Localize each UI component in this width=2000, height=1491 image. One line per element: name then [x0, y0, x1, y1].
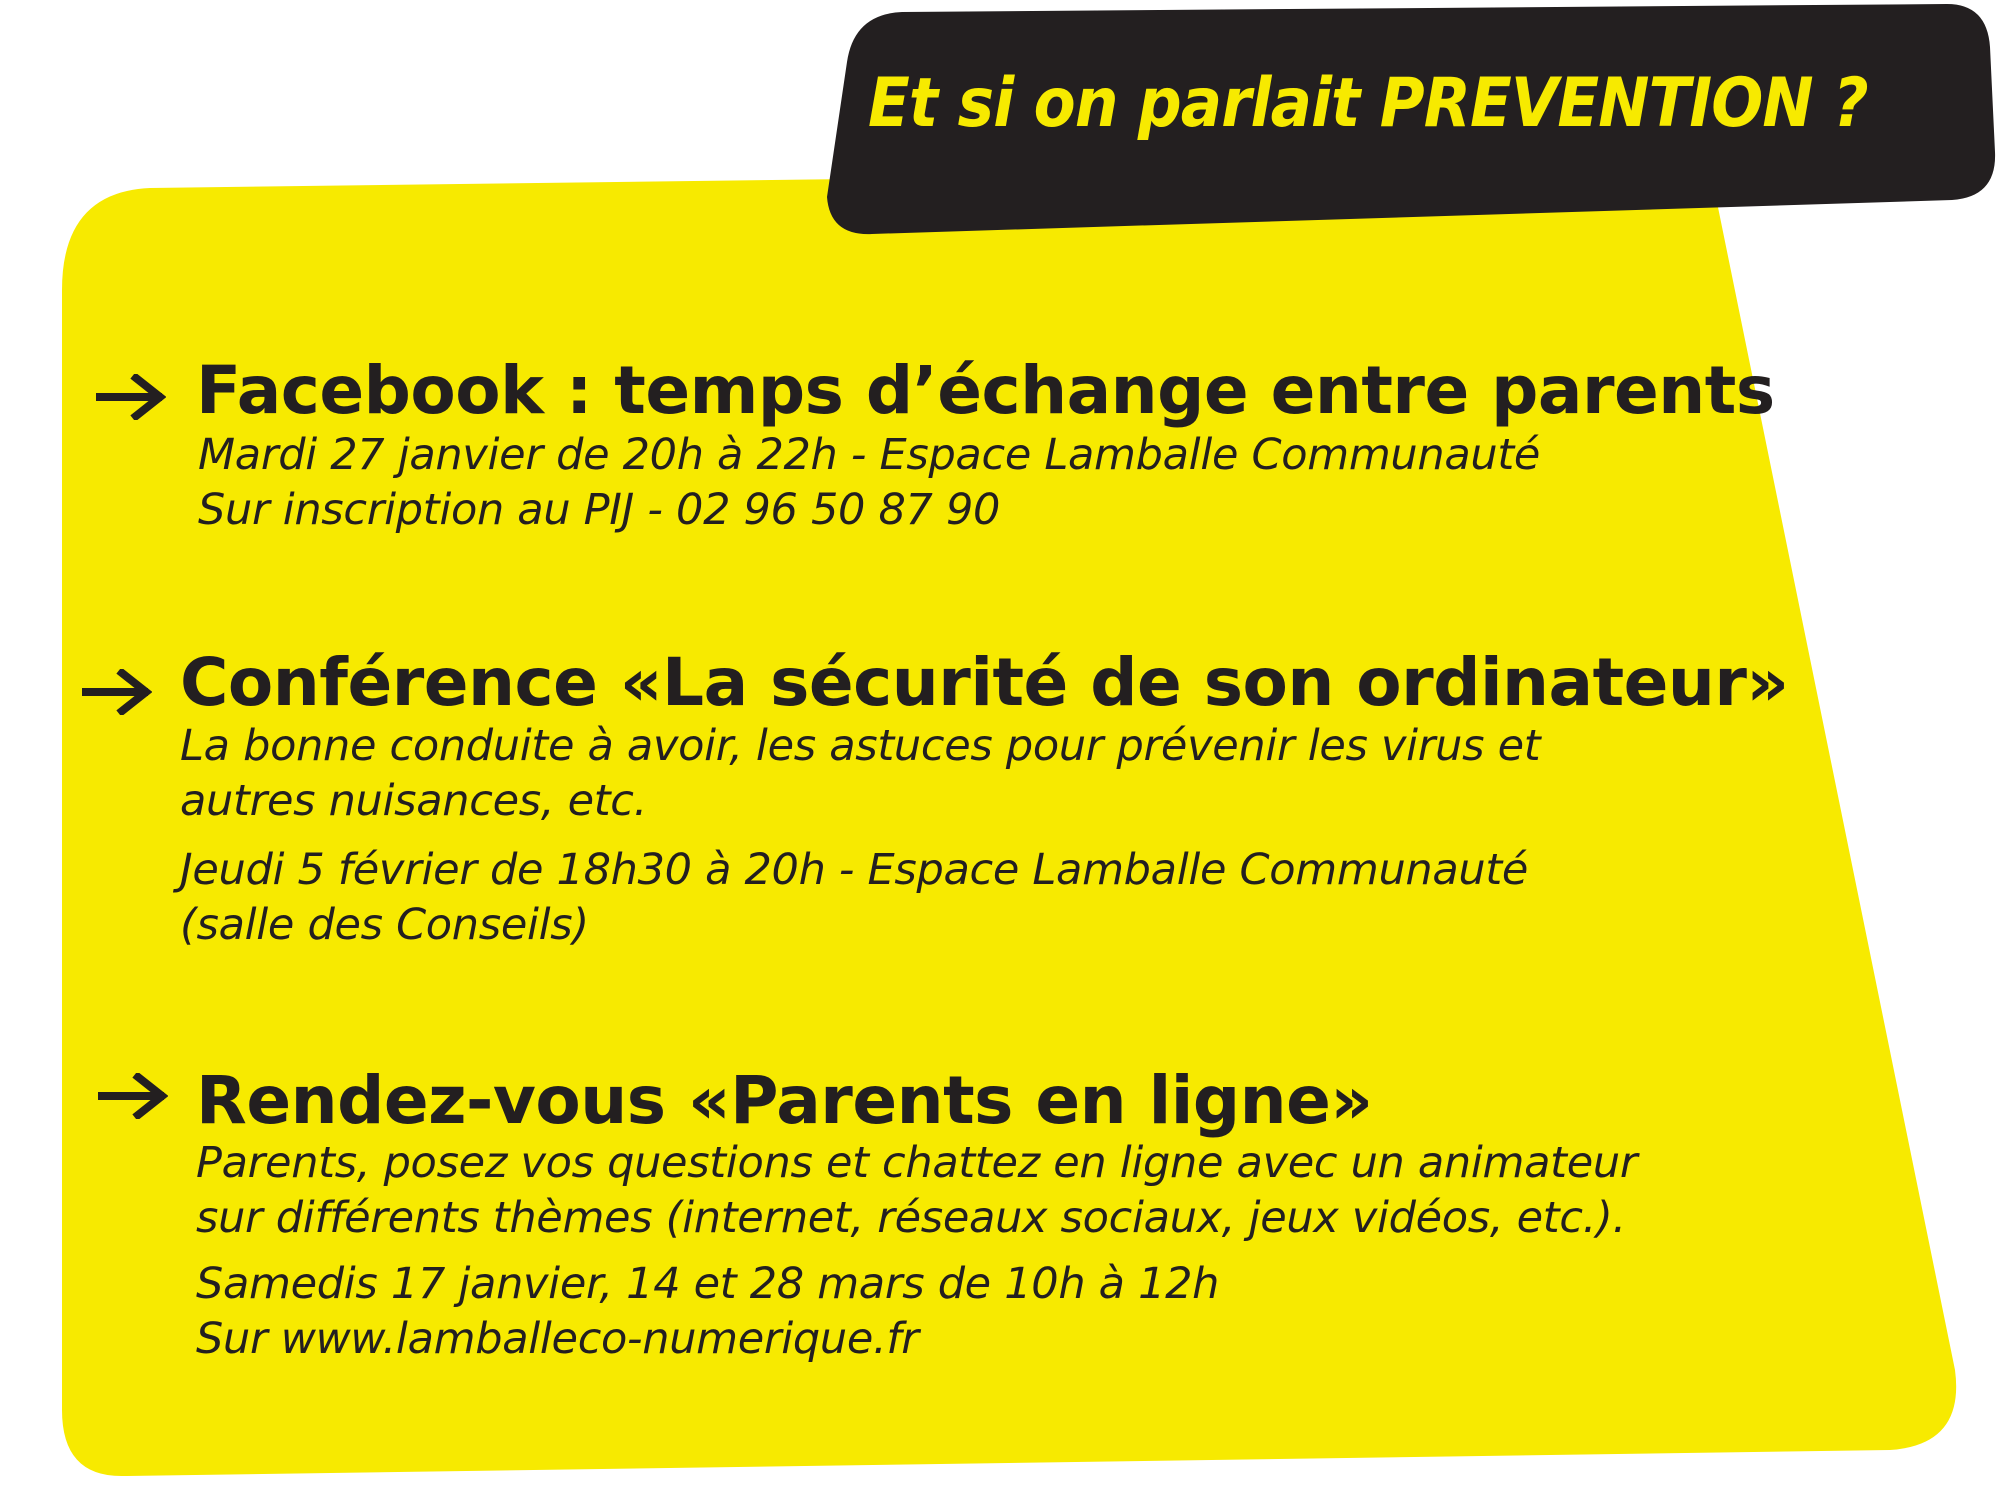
right-arrow-icon — [98, 1073, 168, 1119]
section-detail-line: autres nuisances, etc. — [180, 776, 647, 826]
right-arrow-icon — [96, 374, 166, 420]
section-detail-line: Sur www.lamballeco-numerique.fr — [196, 1314, 919, 1364]
title-banner — [822, 2, 1997, 237]
section-detail-line: Jeudi 5 février de 18h30 à 20h - Espace Lamballe Communauté — [180, 845, 1529, 895]
section-heading: Facebook : temps d’échange entre parents — [196, 352, 1775, 429]
section-detail-line: Parents, posez vos questions et chattez en ligne avec un animateur — [196, 1138, 1638, 1188]
page-title: Et si on parlait PREVENTION ? — [868, 64, 1868, 143]
section-heading: Rendez-vous «Parents en ligne» — [196, 1062, 1373, 1139]
section-detail-line: sur différents thèmes (internet, réseaux sociaux, jeux vidéos, etc.). — [196, 1193, 1626, 1243]
section-detail-line: Sur inscription au PIJ - 02 96 50 87 90 — [198, 485, 1001, 535]
section-heading: Conférence «La sécurité de son ordinateur» — [180, 644, 1789, 721]
section-detail-line: Mardi 27 janvier de 20h à 22h - Espace Lamballe Communauté — [198, 430, 1541, 480]
section-detail-line: La bonne conduite à avoir, les astuces pour prévenir les virus et — [180, 721, 1541, 771]
right-arrow-icon — [82, 669, 152, 715]
section-detail-line: (salle des Conseils) — [180, 900, 589, 950]
section-detail-line: Samedis 17 janvier, 14 et 28 mars de 10h à 12h — [196, 1259, 1220, 1309]
